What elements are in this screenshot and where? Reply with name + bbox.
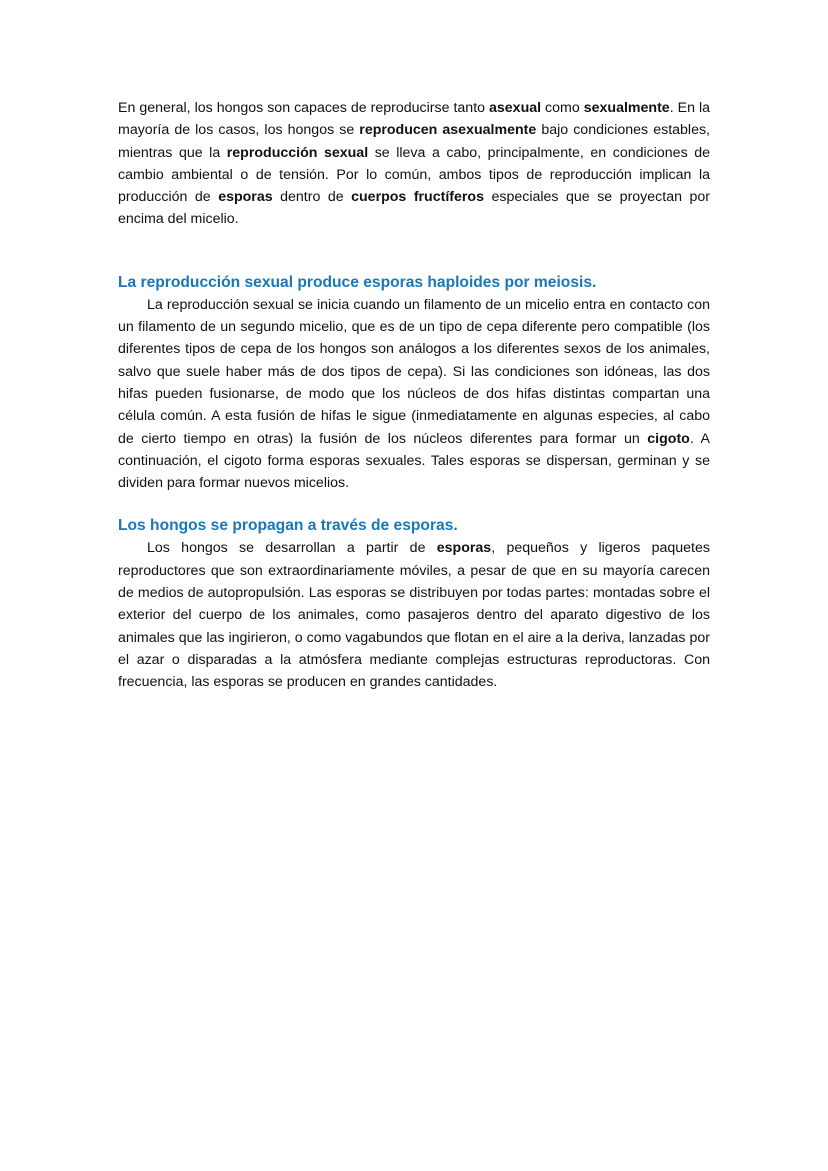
- section-heading: La reproducción sexual produce esporas haploides por meiosis.: [118, 273, 597, 291]
- text-run: . En la mayoría de los casos, los hongos se: [118, 100, 710, 139]
- intro-paragraph: [118, 97, 710, 231]
- text-run: En general, los hongos son capaces de reproducirse tanto: [118, 100, 490, 116]
- document-body: [118, 97, 710, 694]
- section-spore-propagation: [118, 515, 710, 693]
- bold-term: cuerpos fructíferos: [351, 189, 484, 206]
- text-run: dentro de: [272, 189, 352, 206]
- text-run: La reproducción sexual se inicia cuando un filamento de un micelio entra en contacto con un filamento de un segundo micelio, que es de un tipo de cepa diferente pero compatible (los diferentes tipos de cepa de los hongos son análogos a los diferentes sexos de los animales, salvo que suele haber más de dos tipos de cepa). Si las condiciones son idóneas, las dos hifas pueden fusionarse, de modo que los núcleos de dos hifas distintas compartan una célula común. A esta fusión de hifas le sigue (inmediatamente en algunas especies, al cabo de cierto tiempo en otras) la fusión de los núcleos diferentes para formar un: [118, 296, 710, 447]
- section-paragraph: [118, 294, 710, 495]
- text-run: . A continuación, el cigoto forma esporas sexuales. Tales esporas se dispersan, germinan y se dividen para formar nuevos micelios.: [118, 430, 710, 492]
- bold-term: esporas: [218, 189, 273, 206]
- section-paragraph: [118, 537, 710, 693]
- text-run: especiales que se proyectan por encima del micelio.: [118, 189, 710, 228]
- text-run: , pequeños y ligeros paquetes reproductores que son extraordinariamente móviles, a pesar de que en su mayoría carecen de medios de autopropulsión. Las esporas se distribuyen por todas partes: montadas sobre el exterior del cuerpo de los animales, como pasajeros dentro del aparato digestivo de los animales que las ingirieron, o como vagabundos que flotan en el aire a la deriva, lanzadas por el azar o disparadas a la atmósfera mediante complejas estructuras reproductoras. Con frecuencia, las esporas se producen en grandes cantidades.: [118, 540, 710, 691]
- bold-term: cigoto: [647, 430, 690, 447]
- bold-term: reproducen asexualmente: [359, 122, 537, 139]
- bold-term: reproducción sexual: [226, 144, 369, 161]
- text-run: bajo condiciones estables, mientras que la: [118, 122, 710, 161]
- bold-term: sexualmente: [583, 100, 670, 116]
- text-run: Los hongos se desarrollan a partir de: [147, 540, 437, 557]
- section-sexual-reproduction: [118, 272, 710, 495]
- bold-term: asexual: [489, 100, 542, 116]
- text-run: se lleva a cabo, principalmente, en condiciones de cambio ambiental o de tensión. Por lo común, ambos tipos de reproducción implican la producción de: [118, 144, 710, 206]
- section-heading: Los hongos se propagan a través de esporas.: [118, 517, 458, 535]
- text-run: como: [541, 100, 584, 116]
- bold-term: esporas: [436, 540, 492, 557]
